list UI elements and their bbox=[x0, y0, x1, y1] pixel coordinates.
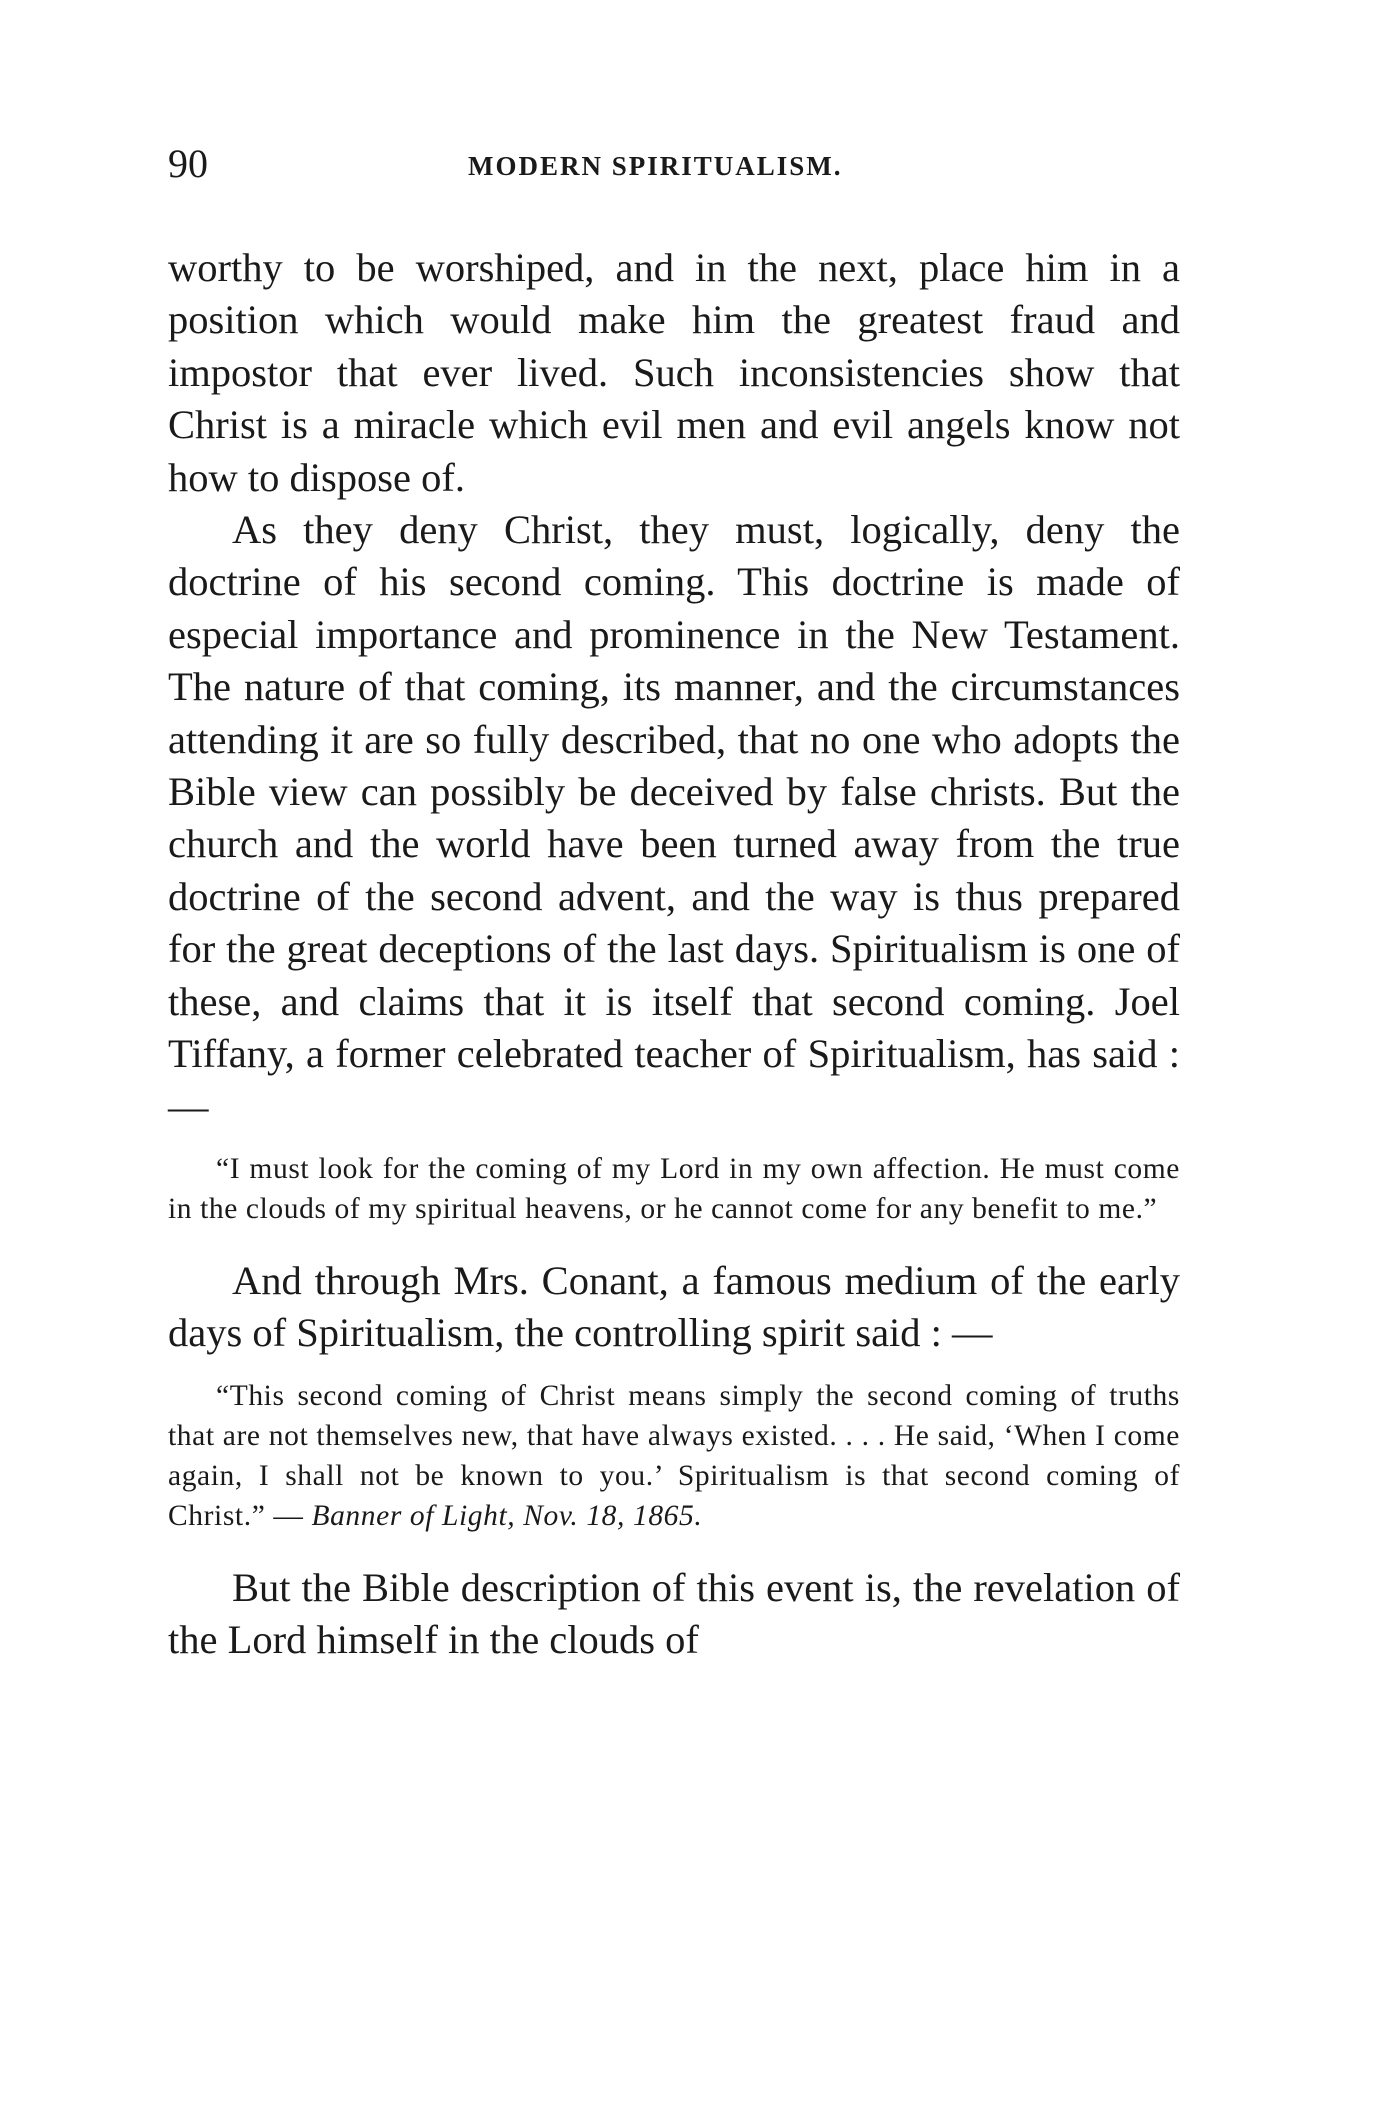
running-title: MODERN SPIRITUALISM. bbox=[468, 151, 843, 181]
block-quote-tiffany: “I must look for the coming of my Lord in my own affection. He must come in the clouds of my spiritual heavens, or he cannot come for any benefit to me.” bbox=[168, 1152, 1180, 1225]
paragraph-continuation: worthy to be worshiped, and in the next, place him in a position which would make him the greatest fraud and impostor that ever lived. Such inconsistencies show that Christ is a miracle which evil men and evil angels know not how to dispose of. bbox=[168, 245, 1180, 500]
paragraph-second-coming: As they deny Christ, they must, logically, deny the doctrine of his second coming. This doctrine is made of especial importance and prominence in the New Testament. The nature of that coming, its manner, and the circumstances attending it are so fully described, that no one who adopts the Bible view can possibly be deceived by false christs. But the church and the world have been turned away from the true doctrine of the second advent, and the way is thus prepared for the great deceptions of the last days. Spiritualism is one of these, and claims that it is itself that second coming. Joel Tiffany, a former celebrated teacher of Spiritualism, has said : — bbox=[168, 507, 1180, 1129]
quote-text: “This second coming of Christ means simply the second coming of truths that are not themselves new, that have always existed. . . . He said, ‘When I come again, I shall not be known to you.’ Spiritualism is that second coming of Christ.” — bbox=[168, 1379, 1180, 1532]
block-quote-conant bbox=[168, 1376, 1180, 1536]
running-head bbox=[168, 140, 1180, 188]
paragraph-bible-description: But the Bible description of this event is, the revelation of the Lord himself in the clouds of bbox=[168, 1564, 1180, 1663]
page-number: 90 bbox=[168, 141, 208, 186]
paragraph-conant: And through Mrs. Conant, a famous medium of the early days of Spiritualism, the controlling spirit said : — bbox=[168, 1257, 1180, 1356]
quote-citation: Banner of Light, Nov. 18, 1865. bbox=[311, 1499, 703, 1532]
book-page bbox=[168, 140, 1180, 1667]
